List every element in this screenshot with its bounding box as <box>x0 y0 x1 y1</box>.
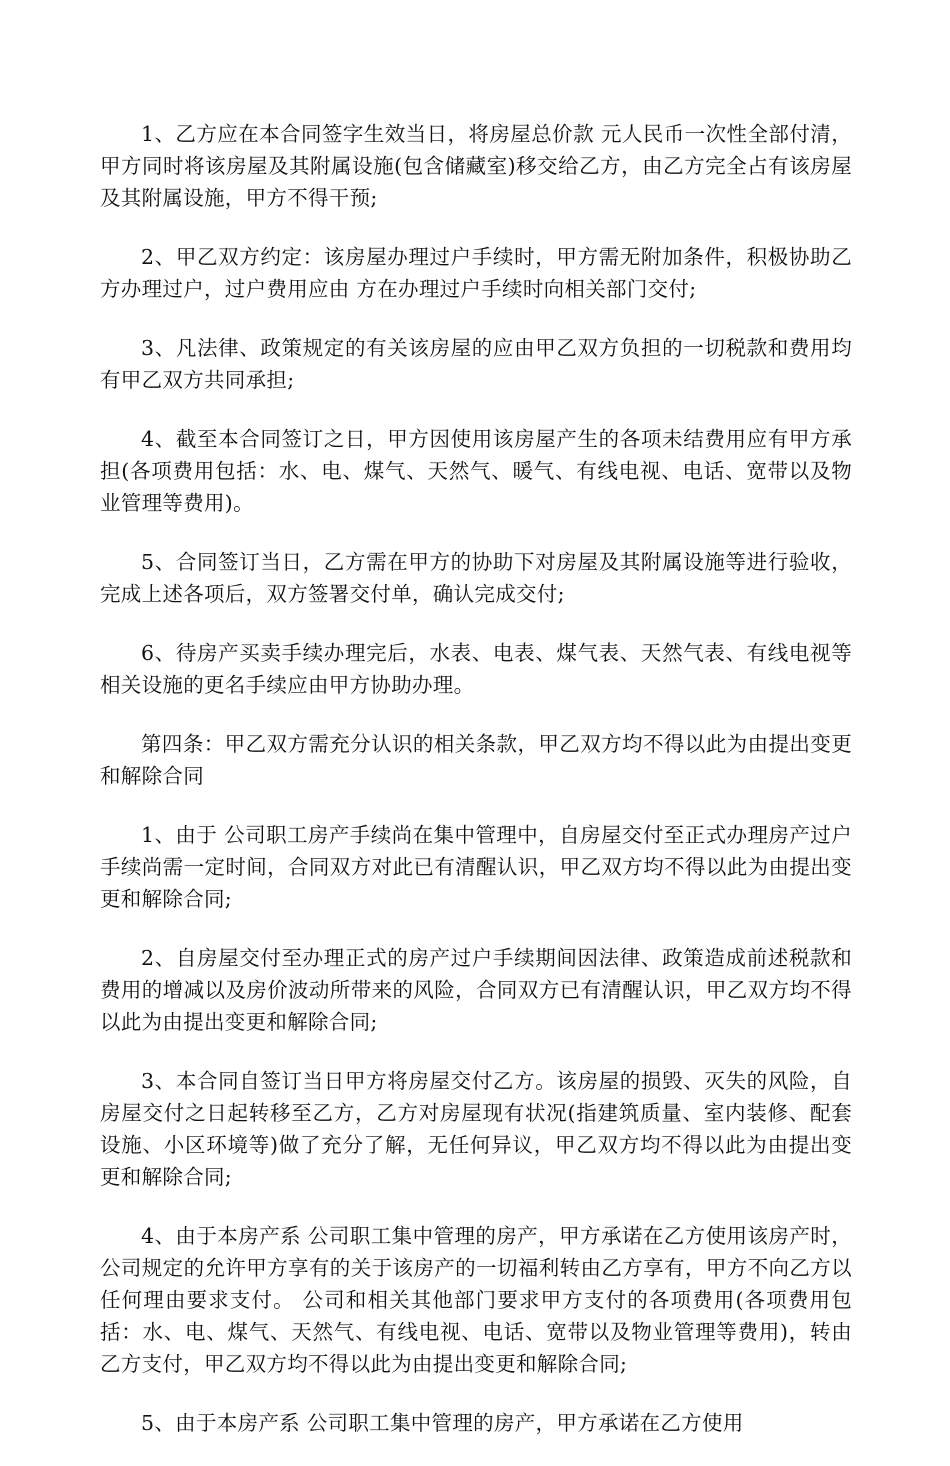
article-4-item-1: 1、由于 公司职工房产手续尚在集中管理中，自房屋交付至正式办理房产过户手续尚需一定时间，合同双方对此已有清醒认识，甲乙双方均不得以此为由提出变更和解除合同; <box>100 823 852 911</box>
article-4-item-3: 3、本合同自签订当日甲方将房屋交付乙方。该房屋的损毁、灭失的风险，自房屋交付之日起转移至乙方，乙方对房屋现有状况(指建筑质量、室内装修、配套设施、小区环境等)做了充分了解，无任何异议，甲乙双方均不得以此为由提出变更和解除合同; <box>100 1069 852 1189</box>
article-4-item-4: 4、由于本房产系 公司职工集中管理的房产，甲方承诺在乙方使用该房产时，公司规定的允许甲方享有的关于该房产的一切福利转由乙方享有，甲方不向乙方以任何理由要求支付。 公司和相关其他部门要求甲方支付的各项费用(各项费用包括：水、电、煤气、天然气、有线电视、电话、宽带以及物业管理等费用)，转由乙方支付，甲乙双方均不得以此为由提出变更和解除合同; <box>100 1224 852 1376</box>
clause-4-unpaid-fees: 4、截至本合同签订之日，甲方因使用该房屋产生的各项未结费用应有甲方承担(各项费用包括：水、电、煤气、天然气、暖气、有线电视、电话、宽带以及物业管理等费用)。 <box>100 427 852 515</box>
contract-body <box>100 118 852 1466</box>
clause-6-meter-rename: 6、待房产买卖手续办理完后，水表、电表、煤气表、天然气表、有线电视等相关设施的更名手续应由甲方协助办理。 <box>100 641 852 697</box>
article-4-heading: 第四条：甲乙双方需充分认识的相关条款，甲乙双方均不得以此为由提出变更和解除合同 <box>100 732 852 788</box>
article-4-item-5: 5、由于本房产系 公司职工集中管理的房产，甲方承诺在乙方使用 <box>141 1411 744 1435</box>
article-4-item-2: 2、自房屋交付至办理正式的房产过户手续期间因法律、政策造成前述税款和费用的增减以及房价波动所带来的风险，合同双方已有清醒认识，甲乙双方均不得以此为由提出变更和解除合同; <box>100 946 852 1034</box>
clause-1-payment: 1、乙方应在本合同签字生效当日，将房屋总价款 元人民币一次性全部付清，甲方同时将该房屋及其附属设施(包含储藏室)移交给乙方，由乙方完全占有该房屋及其附属设施，甲方不得干预; <box>100 122 852 210</box>
clause-2-transfer: 2、甲乙双方约定：该房屋办理过户手续时，甲方需无附加条件，积极协助乙方办理过户，过户费用应由 方在办理过户手续时向相关部门交付; <box>100 245 852 301</box>
clause-5-inspection: 5、合同签订当日，乙方需在甲方的协助下对房屋及其附属设施等进行验收，完成上述各项后，双方签署交付单，确认完成交付; <box>100 550 852 606</box>
clause-3-taxes: 3、凡法律、政策规定的有关该房屋的应由甲乙双方负担的一切税款和费用均有甲乙双方共同承担; <box>100 336 852 392</box>
